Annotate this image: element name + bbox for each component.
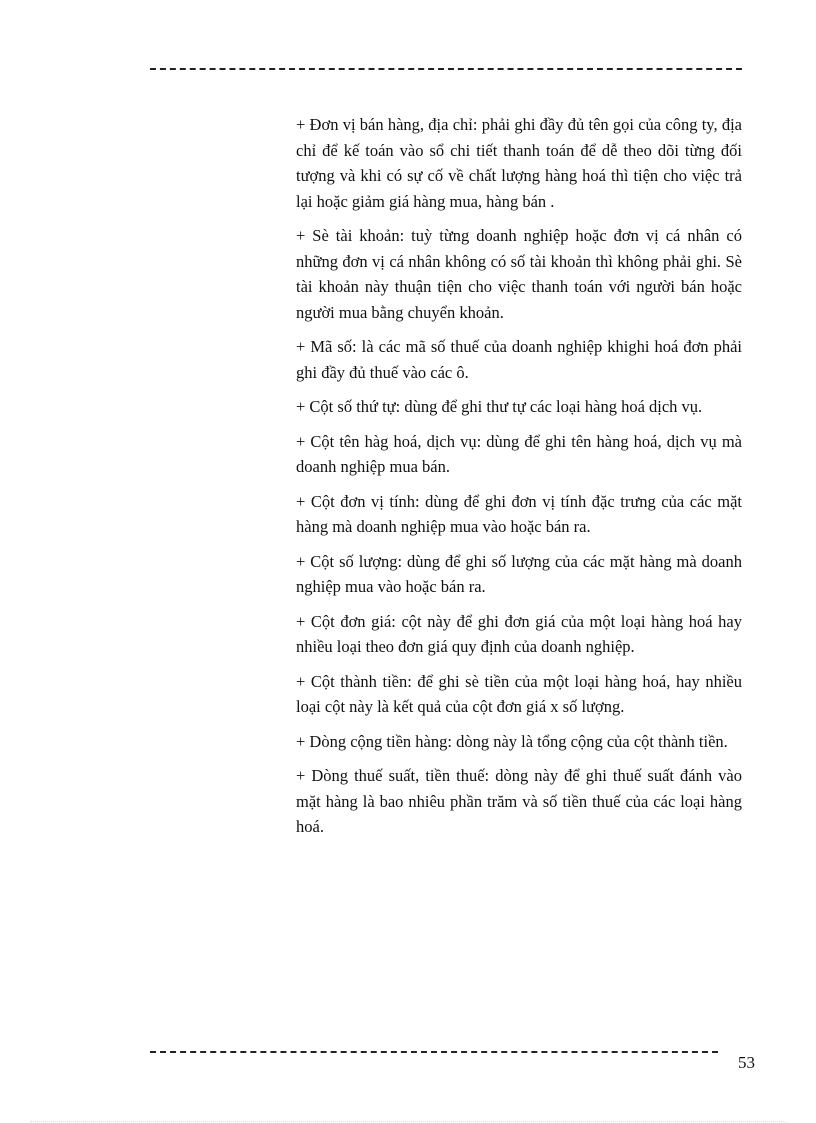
page-number: 53: [738, 1053, 755, 1072]
paragraph-account-number: + Sè tài khoản: tuỳ từng doanh nghiệp hoặc đơn vị cá nhân có những đơn vị cá nhân không có số tài khoản thì không phải ghi. Sè tài khoản này thuận tiện cho việc thanh toán với người bán hoặc người mua bằng chuyển khoản.: [296, 226, 742, 322]
paragraph-tax-code: + Mã số: là các mã số thuế của doanh nghiệp khighi hoá đơn phải ghi đầy đủ thuế vào các ô.: [296, 337, 742, 382]
paragraph-amount-column: + Cột thành tiền: để ghi sè tiền của một loại hàng hoá, hay nhiều loại cột này là kết quả của cột đơn giá x số lượng.: [296, 671, 742, 716]
paragraph-ordinal-column: + Cột số thứ tự: dùng để ghi thư tự các loại hàng hoá dịch vụ.: [296, 397, 703, 416]
paragraph-seller-info: + Đơn vị bán hàng, địa chỉ: phải ghi đầy đủ tên gọi của công ty, địa chỉ để kế toán vào sổ chi tiết thanh toán để dễ theo dõi từng đối tượng và khi có sự cố về chất lượng hàng hoá thì tiện cho việc trả lại hoặc giảm giá hàng mua, hàng bán .: [296, 115, 742, 211]
paragraph-unit-column: + Cột đơn vị tính: dùng để ghi đơn vị tính đặc trưng của các mặt hàng mà doanh nghiệp mua vào hoặc bán ra.: [296, 491, 742, 536]
paragraph-tax-row: + Dòng thuế suất, tiền thuế: dòng này để ghi thuế suất đánh vào mặt hàng là bao nhiêu phần trăm và số tiền thuế của các loại hàng hoá.: [296, 766, 742, 836]
page-edge-dots: [30, 1121, 786, 1122]
header-rule: [150, 68, 742, 70]
paragraph-unit-price-column: + Cột đơn giá: cột này để ghi đơn giá của một loại hàng hoá hay nhiều loại theo đơn giá quy định của doanh nghiệp.: [296, 611, 742, 656]
paragraph-goods-name-column: + Cột tên hàg hoá, dịch vụ: dùng để ghi tên hàng hoá, dịch vụ mà doanh nghiệp mua bán.: [296, 431, 742, 476]
paragraph-subtotal-row: + Dòng cộng tiền hàng: dòng này là tổng cộng của cột thành tiền.: [296, 731, 728, 751]
paragraph-quantity-column: + Cột số lượng: dùng để ghi số lượng của các mặt hàng mà doanh nghiệp mua vào hoặc bán ra.: [296, 551, 742, 596]
footer-rule: [150, 1051, 718, 1053]
document-body: [296, 112, 742, 849]
